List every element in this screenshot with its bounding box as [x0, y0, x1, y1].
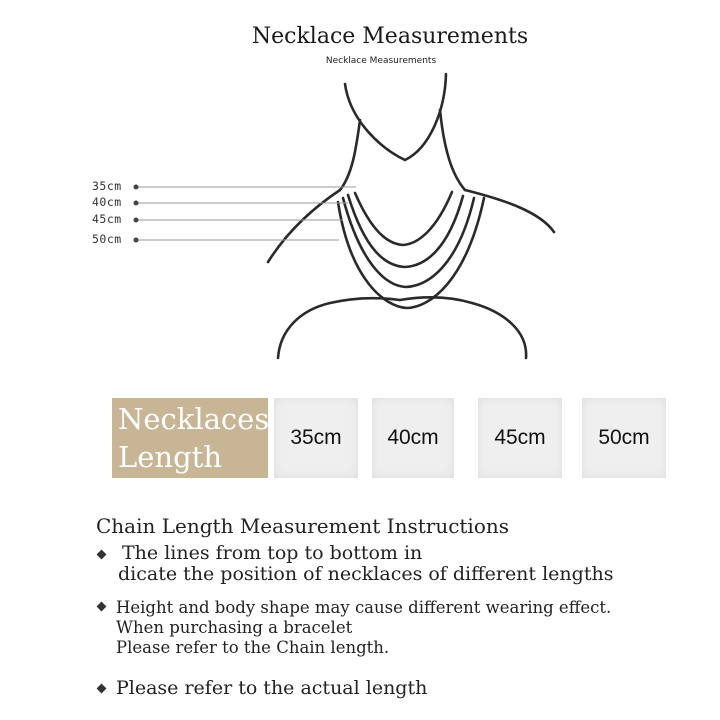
guide-dot-45 [134, 218, 139, 223]
bullet1-line1: The lines from top to bottom in [122, 542, 423, 564]
bullet1-line2: dicate the position of necklaces of different lengths [118, 563, 614, 585]
necklace-50-curve [338, 198, 484, 308]
length-option-40[interactable]: 40cm [372, 398, 454, 478]
neck-right-outline [440, 110, 465, 190]
page-subtitle: Necklace Measurements [325, 56, 437, 66]
page-title: Necklace Measurements [251, 24, 529, 49]
length-option-35[interactable]: 35cm [274, 398, 358, 478]
instruction-bullet-1 [122, 543, 422, 564]
length-label-35: 35cm [92, 179, 122, 193]
length-option-50[interactable]: 50cm [582, 398, 666, 478]
chest-left-outline [278, 298, 400, 358]
shoulder-right-outline [465, 190, 554, 232]
bullet2-line3: Please refer to the Chain length. [116, 638, 390, 657]
bullet3-line1: Please refer to the actual length [116, 677, 428, 699]
guide-dot-40 [134, 201, 139, 206]
length-label-40: 40cm [92, 195, 122, 209]
guide-dot-35 [134, 185, 139, 190]
necklace-35-curve [355, 192, 452, 245]
chin-outline [345, 74, 446, 160]
legend-heading-line1: Necklaces [118, 402, 270, 436]
bullet-diamond-icon [97, 550, 107, 560]
instructions-title: Chain Length Measurement Instructions [96, 514, 510, 538]
bullet-diamond-icon [97, 684, 107, 694]
instruction-bullet-2 [116, 598, 611, 658]
length-label-45: 45cm [92, 212, 122, 226]
instruction-bullet-3 [116, 677, 427, 699]
length-option-45[interactable]: 45cm [478, 398, 562, 478]
bullet-diamond-icon [97, 602, 107, 612]
neck-left-outline [340, 120, 360, 190]
shoulder-left-outline [268, 190, 340, 262]
bullet2-line2: When purchasing a bracelet [116, 618, 353, 637]
necklace-length-header [112, 398, 268, 478]
guide-dot-50 [134, 238, 139, 243]
length-label-50: 50cm [92, 232, 122, 246]
instruction-bullet-1-cont [118, 564, 613, 585]
bullet2-line1: Height and body shape may cause different wearing effect. [116, 598, 612, 617]
legend-heading-line2: Length [118, 440, 222, 474]
